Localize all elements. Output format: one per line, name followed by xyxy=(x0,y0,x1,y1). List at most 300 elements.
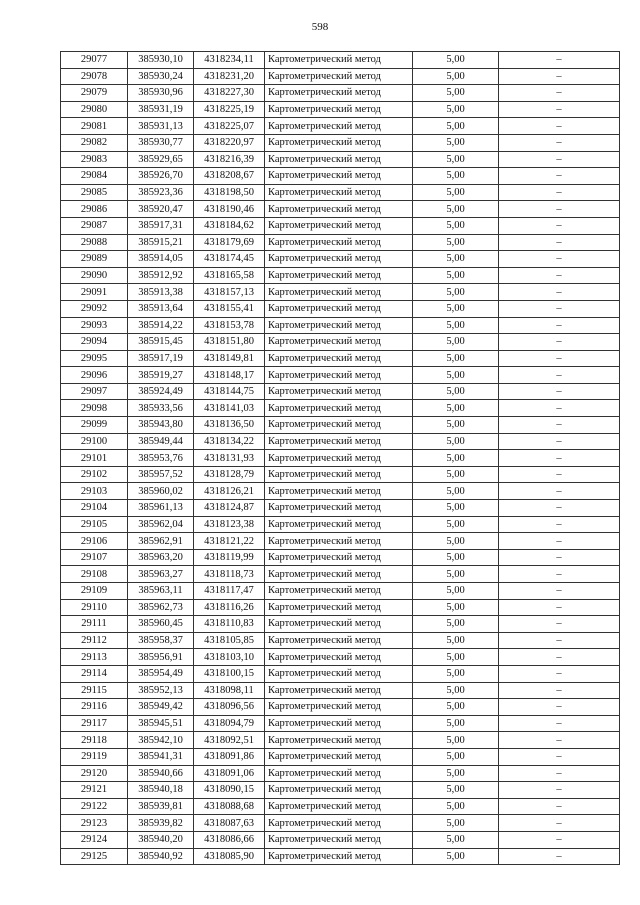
note-cell: – xyxy=(499,632,620,649)
y-coordinate-cell: 4318157,13 xyxy=(194,284,265,301)
point-number-cell: 29086 xyxy=(61,201,128,218)
table-row xyxy=(61,815,620,832)
method-cell: Картометрический метод xyxy=(265,516,413,533)
method-cell: Картометрический метод xyxy=(265,433,413,450)
table-row xyxy=(61,450,620,467)
y-coordinate-cell: 4318148,17 xyxy=(194,367,265,384)
y-coordinate-cell: 4318216,39 xyxy=(194,151,265,168)
method-cell: Картометрический метод xyxy=(265,184,413,201)
note-cell: – xyxy=(499,466,620,483)
precision-cell: 5,00 xyxy=(413,732,499,749)
table-row xyxy=(61,151,620,168)
method-cell: Картометрический метод xyxy=(265,748,413,765)
point-number-cell: 29100 xyxy=(61,433,128,450)
table-row xyxy=(61,317,620,334)
point-number-cell: 29104 xyxy=(61,500,128,517)
point-number-cell: 29080 xyxy=(61,101,128,118)
method-cell: Картометрический метод xyxy=(265,848,413,865)
point-number-cell: 29108 xyxy=(61,566,128,583)
y-coordinate-cell: 4318134,22 xyxy=(194,433,265,450)
method-cell: Картометрический метод xyxy=(265,500,413,517)
method-cell: Картометрический метод xyxy=(265,334,413,351)
note-cell: – xyxy=(499,616,620,633)
y-coordinate-cell: 4318116,26 xyxy=(194,599,265,616)
point-number-cell: 29101 xyxy=(61,450,128,467)
point-number-cell: 29107 xyxy=(61,549,128,566)
point-number-cell: 29092 xyxy=(61,300,128,317)
x-coordinate-cell: 385913,38 xyxy=(128,284,194,301)
table-row xyxy=(61,168,620,185)
note-cell: – xyxy=(499,665,620,682)
x-coordinate-cell: 385930,77 xyxy=(128,134,194,151)
note-cell: – xyxy=(499,748,620,765)
y-coordinate-cell: 4318198,50 xyxy=(194,184,265,201)
point-number-cell: 29078 xyxy=(61,68,128,85)
precision-cell: 5,00 xyxy=(413,715,499,732)
precision-cell: 5,00 xyxy=(413,632,499,649)
x-coordinate-cell: 385962,91 xyxy=(128,533,194,550)
table-row xyxy=(61,52,620,69)
precision-cell: 5,00 xyxy=(413,616,499,633)
y-coordinate-cell: 4318123,38 xyxy=(194,516,265,533)
y-coordinate-cell: 4318117,47 xyxy=(194,583,265,600)
precision-cell: 5,00 xyxy=(413,433,499,450)
table-row xyxy=(61,85,620,102)
note-cell: – xyxy=(499,52,620,69)
point-number-cell: 29120 xyxy=(61,765,128,782)
precision-cell: 5,00 xyxy=(413,317,499,334)
method-cell: Картометрический метод xyxy=(265,450,413,467)
y-coordinate-cell: 4318225,07 xyxy=(194,118,265,135)
precision-cell: 5,00 xyxy=(413,334,499,351)
x-coordinate-cell: 385931,13 xyxy=(128,118,194,135)
table-row xyxy=(61,848,620,865)
precision-cell: 5,00 xyxy=(413,665,499,682)
method-cell: Картометрический метод xyxy=(265,234,413,251)
x-coordinate-cell: 385926,70 xyxy=(128,168,194,185)
table-row xyxy=(61,732,620,749)
precision-cell: 5,00 xyxy=(413,583,499,600)
x-coordinate-cell: 385930,96 xyxy=(128,85,194,102)
y-coordinate-cell: 4318136,50 xyxy=(194,417,265,434)
y-coordinate-cell: 4318100,15 xyxy=(194,665,265,682)
precision-cell: 5,00 xyxy=(413,267,499,284)
table-row xyxy=(61,433,620,450)
point-number-cell: 29106 xyxy=(61,533,128,550)
x-coordinate-cell: 385930,10 xyxy=(128,52,194,69)
precision-cell: 5,00 xyxy=(413,417,499,434)
note-cell: – xyxy=(499,217,620,234)
point-number-cell: 29116 xyxy=(61,699,128,716)
point-number-cell: 29088 xyxy=(61,234,128,251)
method-cell: Картометрический метод xyxy=(265,317,413,334)
point-number-cell: 29091 xyxy=(61,284,128,301)
point-number-cell: 29090 xyxy=(61,267,128,284)
method-cell: Картометрический метод xyxy=(265,665,413,682)
precision-cell: 5,00 xyxy=(413,549,499,566)
table-row xyxy=(61,516,620,533)
y-coordinate-cell: 4318231,20 xyxy=(194,68,265,85)
x-coordinate-cell: 385957,52 xyxy=(128,466,194,483)
method-cell: Картометрический метод xyxy=(265,134,413,151)
method-cell: Картометрический метод xyxy=(265,798,413,815)
note-cell: – xyxy=(499,848,620,865)
x-coordinate-cell: 385945,51 xyxy=(128,715,194,732)
precision-cell: 5,00 xyxy=(413,450,499,467)
x-coordinate-cell: 385940,20 xyxy=(128,831,194,848)
point-number-cell: 29102 xyxy=(61,466,128,483)
table-row xyxy=(61,616,620,633)
note-cell: – xyxy=(499,68,620,85)
table-row xyxy=(61,334,620,351)
precision-cell: 5,00 xyxy=(413,85,499,102)
note-cell: – xyxy=(499,516,620,533)
y-coordinate-cell: 4318131,93 xyxy=(194,450,265,467)
table-row xyxy=(61,599,620,616)
x-coordinate-cell: 385960,45 xyxy=(128,616,194,633)
x-coordinate-cell: 385930,24 xyxy=(128,68,194,85)
method-cell: Картометрический метод xyxy=(265,251,413,268)
precision-cell: 5,00 xyxy=(413,284,499,301)
precision-cell: 5,00 xyxy=(413,649,499,666)
note-cell: – xyxy=(499,300,620,317)
precision-cell: 5,00 xyxy=(413,101,499,118)
note-cell: – xyxy=(499,400,620,417)
point-number-cell: 29094 xyxy=(61,334,128,351)
y-coordinate-cell: 4318126,21 xyxy=(194,483,265,500)
note-cell: – xyxy=(499,367,620,384)
point-number-cell: 29083 xyxy=(61,151,128,168)
coordinates-table-body xyxy=(61,52,620,865)
note-cell: – xyxy=(499,85,620,102)
x-coordinate-cell: 385917,31 xyxy=(128,217,194,234)
point-number-cell: 29124 xyxy=(61,831,128,848)
x-coordinate-cell: 385939,81 xyxy=(128,798,194,815)
y-coordinate-cell: 4318105,85 xyxy=(194,632,265,649)
note-cell: – xyxy=(499,433,620,450)
note-cell: – xyxy=(499,549,620,566)
note-cell: – xyxy=(499,350,620,367)
precision-cell: 5,00 xyxy=(413,217,499,234)
note-cell: – xyxy=(499,201,620,218)
note-cell: – xyxy=(499,500,620,517)
method-cell: Картометрический метод xyxy=(265,151,413,168)
precision-cell: 5,00 xyxy=(413,815,499,832)
x-coordinate-cell: 385940,18 xyxy=(128,782,194,799)
precision-cell: 5,00 xyxy=(413,533,499,550)
y-coordinate-cell: 4318091,86 xyxy=(194,748,265,765)
table-row xyxy=(61,234,620,251)
note-cell: – xyxy=(499,284,620,301)
method-cell: Картометрический метод xyxy=(265,782,413,799)
method-cell: Картометрический метод xyxy=(265,732,413,749)
method-cell: Картометрический метод xyxy=(265,383,413,400)
precision-cell: 5,00 xyxy=(413,699,499,716)
precision-cell: 5,00 xyxy=(413,798,499,815)
y-coordinate-cell: 4318220,97 xyxy=(194,134,265,151)
y-coordinate-cell: 4318179,69 xyxy=(194,234,265,251)
note-cell: – xyxy=(499,765,620,782)
method-cell: Картометрический метод xyxy=(265,699,413,716)
y-coordinate-cell: 4318124,87 xyxy=(194,500,265,517)
table-row xyxy=(61,632,620,649)
table-row xyxy=(61,549,620,566)
x-coordinate-cell: 385941,31 xyxy=(128,748,194,765)
note-cell: – xyxy=(499,699,620,716)
point-number-cell: 29096 xyxy=(61,367,128,384)
note-cell: – xyxy=(499,782,620,799)
precision-cell: 5,00 xyxy=(413,68,499,85)
precision-cell: 5,00 xyxy=(413,500,499,517)
x-coordinate-cell: 385949,44 xyxy=(128,433,194,450)
y-coordinate-cell: 4318086,66 xyxy=(194,831,265,848)
method-cell: Картометрический метод xyxy=(265,367,413,384)
table-row xyxy=(61,682,620,699)
table-row xyxy=(61,68,620,85)
precision-cell: 5,00 xyxy=(413,300,499,317)
table-row xyxy=(61,267,620,284)
method-cell: Картометрический метод xyxy=(265,101,413,118)
y-coordinate-cell: 4318085,90 xyxy=(194,848,265,865)
point-number-cell: 29097 xyxy=(61,383,128,400)
method-cell: Картометрический метод xyxy=(265,284,413,301)
note-cell: – xyxy=(499,417,620,434)
table-row xyxy=(61,715,620,732)
y-coordinate-cell: 4318094,79 xyxy=(194,715,265,732)
point-number-cell: 29111 xyxy=(61,616,128,633)
method-cell: Картометрический метод xyxy=(265,682,413,699)
note-cell: – xyxy=(499,533,620,550)
precision-cell: 5,00 xyxy=(413,350,499,367)
point-number-cell: 29115 xyxy=(61,682,128,699)
table-row xyxy=(61,383,620,400)
x-coordinate-cell: 385924,49 xyxy=(128,383,194,400)
precision-cell: 5,00 xyxy=(413,483,499,500)
precision-cell: 5,00 xyxy=(413,134,499,151)
table-row xyxy=(61,101,620,118)
point-number-cell: 29114 xyxy=(61,665,128,682)
x-coordinate-cell: 385962,73 xyxy=(128,599,194,616)
x-coordinate-cell: 385920,47 xyxy=(128,201,194,218)
y-coordinate-cell: 4318153,78 xyxy=(194,317,265,334)
method-cell: Картометрический метод xyxy=(265,616,413,633)
x-coordinate-cell: 385915,21 xyxy=(128,234,194,251)
y-coordinate-cell: 4318174,45 xyxy=(194,251,265,268)
table-row xyxy=(61,583,620,600)
note-cell: – xyxy=(499,715,620,732)
table-row xyxy=(61,417,620,434)
table-row xyxy=(61,251,620,268)
x-coordinate-cell: 385958,37 xyxy=(128,632,194,649)
precision-cell: 5,00 xyxy=(413,682,499,699)
point-number-cell: 29079 xyxy=(61,85,128,102)
method-cell: Картометрический метод xyxy=(265,533,413,550)
precision-cell: 5,00 xyxy=(413,848,499,865)
note-cell: – xyxy=(499,251,620,268)
x-coordinate-cell: 385961,13 xyxy=(128,500,194,517)
precision-cell: 5,00 xyxy=(413,251,499,268)
precision-cell: 5,00 xyxy=(413,566,499,583)
precision-cell: 5,00 xyxy=(413,748,499,765)
y-coordinate-cell: 4318208,67 xyxy=(194,168,265,185)
point-number-cell: 29109 xyxy=(61,583,128,600)
x-coordinate-cell: 385949,42 xyxy=(128,699,194,716)
table-row xyxy=(61,350,620,367)
y-coordinate-cell: 4318144,75 xyxy=(194,383,265,400)
note-cell: – xyxy=(499,649,620,666)
x-coordinate-cell: 385960,02 xyxy=(128,483,194,500)
point-number-cell: 29084 xyxy=(61,168,128,185)
note-cell: – xyxy=(499,815,620,832)
note-cell: – xyxy=(499,151,620,168)
x-coordinate-cell: 385912,92 xyxy=(128,267,194,284)
y-coordinate-cell: 4318096,56 xyxy=(194,699,265,716)
table-row xyxy=(61,284,620,301)
table-row xyxy=(61,533,620,550)
precision-cell: 5,00 xyxy=(413,118,499,135)
point-number-cell: 29095 xyxy=(61,350,128,367)
point-number-cell: 29125 xyxy=(61,848,128,865)
note-cell: – xyxy=(499,234,620,251)
point-number-cell: 29098 xyxy=(61,400,128,417)
point-number-cell: 29121 xyxy=(61,782,128,799)
method-cell: Картометрический метод xyxy=(265,549,413,566)
table-row xyxy=(61,201,620,218)
x-coordinate-cell: 385954,49 xyxy=(128,665,194,682)
table-row xyxy=(61,831,620,848)
note-cell: – xyxy=(499,798,620,815)
point-number-cell: 29112 xyxy=(61,632,128,649)
note-cell: – xyxy=(499,101,620,118)
table-row xyxy=(61,483,620,500)
y-coordinate-cell: 4318155,41 xyxy=(194,300,265,317)
table-row xyxy=(61,566,620,583)
method-cell: Картометрический метод xyxy=(265,715,413,732)
point-number-cell: 29119 xyxy=(61,748,128,765)
method-cell: Картометрический метод xyxy=(265,267,413,284)
table-row xyxy=(61,184,620,201)
x-coordinate-cell: 385914,05 xyxy=(128,251,194,268)
y-coordinate-cell: 4318141,03 xyxy=(194,400,265,417)
note-cell: – xyxy=(499,599,620,616)
note-cell: – xyxy=(499,583,620,600)
point-number-cell: 29082 xyxy=(61,134,128,151)
point-number-cell: 29087 xyxy=(61,217,128,234)
precision-cell: 5,00 xyxy=(413,599,499,616)
table-row xyxy=(61,649,620,666)
y-coordinate-cell: 4318234,11 xyxy=(194,52,265,69)
method-cell: Картометрический метод xyxy=(265,68,413,85)
table-row xyxy=(61,699,620,716)
y-coordinate-cell: 4318090,15 xyxy=(194,782,265,799)
y-coordinate-cell: 4318098,11 xyxy=(194,682,265,699)
table-row xyxy=(61,118,620,135)
x-coordinate-cell: 385943,80 xyxy=(128,417,194,434)
table-row xyxy=(61,665,620,682)
precision-cell: 5,00 xyxy=(413,765,499,782)
x-coordinate-cell: 385953,76 xyxy=(128,450,194,467)
method-cell: Картометрический метод xyxy=(265,217,413,234)
y-coordinate-cell: 4318119,99 xyxy=(194,549,265,566)
x-coordinate-cell: 385913,64 xyxy=(128,300,194,317)
note-cell: – xyxy=(499,134,620,151)
method-cell: Картометрический метод xyxy=(265,632,413,649)
note-cell: – xyxy=(499,831,620,848)
x-coordinate-cell: 385919,27 xyxy=(128,367,194,384)
note-cell: – xyxy=(499,267,620,284)
precision-cell: 5,00 xyxy=(413,234,499,251)
x-coordinate-cell: 385914,22 xyxy=(128,317,194,334)
y-coordinate-cell: 4318151,80 xyxy=(194,334,265,351)
table-row xyxy=(61,798,620,815)
point-number-cell: 29118 xyxy=(61,732,128,749)
point-number-cell: 29123 xyxy=(61,815,128,832)
x-coordinate-cell: 385940,92 xyxy=(128,848,194,865)
y-coordinate-cell: 4318225,19 xyxy=(194,101,265,118)
precision-cell: 5,00 xyxy=(413,831,499,848)
note-cell: – xyxy=(499,317,620,334)
table-row xyxy=(61,400,620,417)
y-coordinate-cell: 4318190,46 xyxy=(194,201,265,218)
precision-cell: 5,00 xyxy=(413,383,499,400)
x-coordinate-cell: 385929,65 xyxy=(128,151,194,168)
method-cell: Картометрический метод xyxy=(265,52,413,69)
method-cell: Картометрический метод xyxy=(265,466,413,483)
table-row xyxy=(61,782,620,799)
y-coordinate-cell: 4318092,51 xyxy=(194,732,265,749)
precision-cell: 5,00 xyxy=(413,151,499,168)
note-cell: – xyxy=(499,383,620,400)
point-number-cell: 29099 xyxy=(61,417,128,434)
point-number-cell: 29093 xyxy=(61,317,128,334)
method-cell: Картометрический метод xyxy=(265,831,413,848)
table-row xyxy=(61,748,620,765)
y-coordinate-cell: 4318165,58 xyxy=(194,267,265,284)
method-cell: Картометрический метод xyxy=(265,599,413,616)
y-coordinate-cell: 4318110,83 xyxy=(194,616,265,633)
method-cell: Картометрический метод xyxy=(265,649,413,666)
x-coordinate-cell: 385963,27 xyxy=(128,566,194,583)
point-number-cell: 29103 xyxy=(61,483,128,500)
method-cell: Картометрический метод xyxy=(265,201,413,218)
precision-cell: 5,00 xyxy=(413,52,499,69)
point-number-cell: 29077 xyxy=(61,52,128,69)
table-row xyxy=(61,300,620,317)
method-cell: Картометрический метод xyxy=(265,118,413,135)
method-cell: Картометрический метод xyxy=(265,300,413,317)
note-cell: – xyxy=(499,118,620,135)
method-cell: Картометрический метод xyxy=(265,815,413,832)
x-coordinate-cell: 385956,91 xyxy=(128,649,194,666)
note-cell: – xyxy=(499,184,620,201)
x-coordinate-cell: 385963,20 xyxy=(128,549,194,566)
precision-cell: 5,00 xyxy=(413,184,499,201)
method-cell: Картометрический метод xyxy=(265,483,413,500)
table-row xyxy=(61,466,620,483)
table-row xyxy=(61,217,620,234)
table-row xyxy=(61,367,620,384)
y-coordinate-cell: 4318091,06 xyxy=(194,765,265,782)
note-cell: – xyxy=(499,168,620,185)
x-coordinate-cell: 385931,19 xyxy=(128,101,194,118)
precision-cell: 5,00 xyxy=(413,168,499,185)
y-coordinate-cell: 4318103,10 xyxy=(194,649,265,666)
y-coordinate-cell: 4318118,73 xyxy=(194,566,265,583)
x-coordinate-cell: 385952,13 xyxy=(128,682,194,699)
point-number-cell: 29105 xyxy=(61,516,128,533)
table-row xyxy=(61,765,620,782)
precision-cell: 5,00 xyxy=(413,400,499,417)
